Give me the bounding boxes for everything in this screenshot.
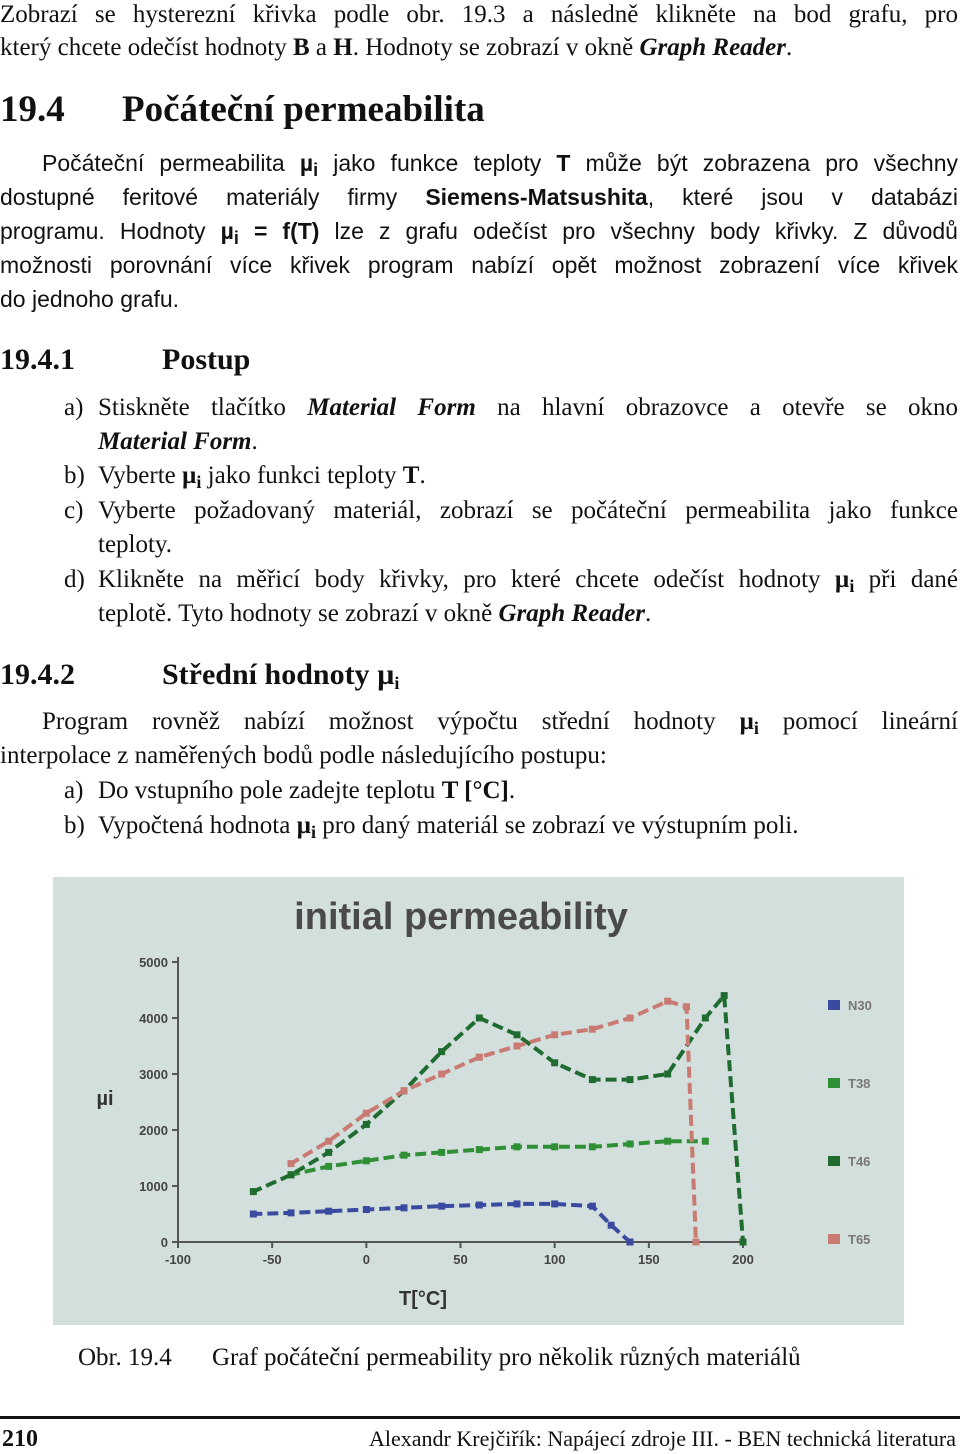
data-point — [325, 1163, 332, 1170]
x-tick-label: 200 — [732, 1252, 754, 1267]
data-point — [438, 1048, 445, 1055]
y-axis-label: µi — [96, 1088, 114, 1110]
data-point — [325, 1138, 332, 1145]
data-point — [438, 1203, 445, 1210]
data-point — [363, 1206, 370, 1213]
paragraph-line: do jednoho grafu. — [0, 286, 180, 312]
data-point — [363, 1121, 370, 1128]
legend-swatch — [828, 1156, 840, 1166]
legend-label: T38 — [848, 1076, 871, 1091]
data-point — [363, 1110, 370, 1117]
x-tick-label: -50 — [262, 1252, 282, 1267]
figure-caption-number: Obr. 19.4 — [78, 1344, 172, 1371]
data-point — [401, 1152, 408, 1159]
data-point — [514, 1031, 521, 1038]
paragraph-line: možnosti porovnání více křivek program nabízí opět možnost zobrazení více křivek — [0, 252, 958, 278]
list-item: b) Vypočtená hodnota µ$_i$ pro daný materiál se zobrazí ve výstupním poli. — [64, 812, 799, 842]
data-point — [363, 1157, 370, 1164]
list-item-line: Stiskněte tlačítko Material Form na hlavní obrazovce a otevře se okno — [98, 394, 959, 421]
list-item-line: teploty. — [98, 531, 173, 558]
y-tick-label: 3000 — [139, 1067, 168, 1082]
list-item: a) Stiskněte tlačítko Material Form na hlavní obrazovce a otevře se okno Material Form. — [64, 391, 958, 459]
data-point — [401, 1204, 408, 1211]
data-point — [627, 1015, 634, 1022]
data-point — [664, 998, 671, 1005]
legend-label: N30 — [848, 998, 872, 1013]
data-point — [589, 1143, 596, 1150]
x-tick-label: 100 — [543, 1252, 566, 1267]
data-point — [476, 1146, 483, 1153]
list-item: a) Do vstupního pole zadejte teplotu T [°C]. — [64, 777, 516, 804]
x-tick-label: 50 — [453, 1252, 468, 1267]
data-point — [627, 1141, 634, 1148]
list-item-line: teplotě. Tyto hodnoty se zobrazí v okně Graph Reader. — [98, 600, 652, 627]
data-point — [589, 1026, 596, 1033]
data-point — [608, 1222, 615, 1229]
paragraph-line: interpolace z naměřených bodů podle následujícího postupu: — [0, 742, 607, 769]
footer-credit: Alexandr Krejčiřík: Napájecí zdroje III. - BEN technická literatura — [369, 1426, 956, 1451]
y-tick-label: 5000 — [139, 955, 168, 970]
data-point — [721, 992, 728, 999]
paragraph-line: programu. Hodnoty µ$_i$ = f(T) lze z grafu odečíst pro všechny body křivky. Z důvodů — [0, 218, 958, 248]
subsection-heading-postup: 19.4.1 Postup — [0, 343, 251, 376]
x-tick-label: 150 — [637, 1252, 660, 1267]
legend-label: T65 — [848, 1232, 871, 1247]
list-item-line: Vyberte požadovaný materiál, zobrazí se počáteční permeabilita jako funkce — [98, 497, 958, 524]
data-point — [514, 1043, 521, 1050]
data-point — [551, 1200, 558, 1207]
list-item-line: Material Form. — [98, 428, 258, 455]
permeability-chart — [53, 877, 904, 1325]
legend-swatch — [828, 1234, 840, 1244]
data-point — [514, 1200, 521, 1207]
paragraph-line: dostupné feritové materiály firmy Siemens-Matsushita, které jsou v databázi — [0, 184, 959, 210]
legend-swatch — [828, 1078, 840, 1088]
figure-caption-text: Graf počáteční permeability pro několik různých materiálů — [212, 1344, 801, 1371]
section-paragraph — [0, 146, 958, 316]
data-point — [551, 1031, 558, 1038]
data-point — [627, 1239, 634, 1246]
data-point — [288, 1171, 295, 1178]
data-point — [250, 1211, 257, 1218]
chart-figure — [53, 877, 904, 1325]
data-point — [664, 1138, 671, 1145]
data-point — [627, 1076, 634, 1083]
page-number: 210 — [2, 1426, 38, 1452]
list-item: b) Vyberte µ$_i$ jako funkci teploty T. — [64, 462, 426, 492]
data-point — [438, 1071, 445, 1078]
paragraph-line: Program rovněž nabízí možnost výpočtu střední hodnoty µ$_i$ pomocí lineární — [42, 708, 958, 738]
section-heading: 19.4 Počáteční permeabilita — [0, 89, 485, 130]
data-point — [325, 1208, 332, 1215]
data-point — [702, 1138, 709, 1145]
data-point — [551, 1143, 558, 1150]
subsection-heading-stredni: 19.4.2 Střední hodnoty µ$_i$ — [0, 658, 400, 693]
y-tick-label: 4000 — [139, 1011, 168, 1026]
series-line-t38 — [291, 1141, 705, 1175]
data-point — [288, 1209, 295, 1216]
list-item: c) Vyberte požadovaný materiál, zobrazí se počáteční permeabilita jako funkce teploty. — [64, 494, 958, 562]
intro-line-2: který chcete odečíst hodnoty B a H. Hodnoty se zobrazí v okně Graph Reader. — [0, 34, 793, 61]
data-point — [683, 1003, 690, 1010]
data-point — [250, 1188, 257, 1195]
data-point — [740, 1239, 747, 1246]
data-point — [401, 1087, 408, 1094]
chart-title: initial permeability — [294, 896, 628, 938]
data-point — [692, 1239, 699, 1246]
x-axis-label: T[°C] — [399, 1288, 447, 1310]
data-point — [664, 1071, 671, 1078]
data-point — [325, 1149, 332, 1156]
data-point — [438, 1149, 445, 1156]
footer-rule — [0, 1416, 960, 1419]
data-point — [476, 1202, 483, 1209]
subsection-paragraph — [0, 705, 958, 773]
data-point — [476, 1054, 483, 1061]
data-point — [288, 1160, 295, 1167]
list-item: d) Klikněte na měřicí body křivky, pro které chcete odečíst hodnoty µ$_i$ při dané teplotě. Tyto hodnoty se zobrazí v okně Graph Reader. — [64, 563, 958, 631]
data-point — [589, 1203, 596, 1210]
y-tick-label: 2000 — [139, 1123, 168, 1138]
data-point — [702, 1015, 709, 1022]
x-tick-label: 0 — [362, 1252, 370, 1267]
data-point — [589, 1076, 596, 1083]
y-tick-label: 1000 — [139, 1179, 168, 1194]
data-point — [551, 1059, 558, 1066]
data-point — [476, 1015, 483, 1022]
intro-line-1: Zobrazí se hysterezní křivka podle obr. 19.3 a následně klikněte na bod grafu, pro — [0, 1, 958, 28]
paragraph-line: Počáteční permeabilita µ$_i$ jako funkce teploty T může být zobrazena pro všechny — [42, 150, 958, 180]
data-point — [514, 1143, 521, 1150]
list-item-line: Klikněte na měřicí body křivky, pro které chcete odečíst hodnoty µ$_i$ při dané — [98, 566, 959, 596]
x-tick-label: -100 — [164, 1252, 192, 1267]
y-tick-label: 0 — [160, 1235, 168, 1250]
legend-label: T46 — [848, 1154, 871, 1169]
legend-swatch — [828, 1000, 840, 1010]
